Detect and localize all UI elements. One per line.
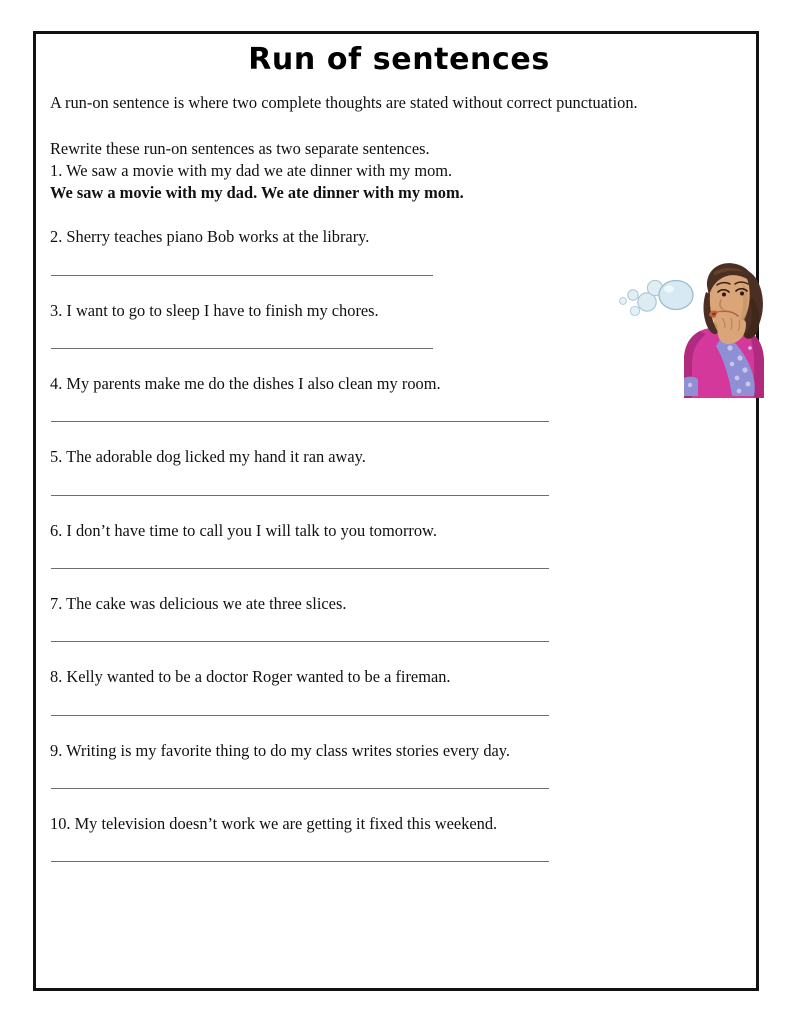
question-1-text: 1. We saw a movie with my dad we ate dinner with my mom.	[50, 160, 453, 180]
question-block-10	[50, 813, 750, 862]
page-title: Run of sentences	[248, 42, 550, 77]
answer-line-3[interactable]	[51, 348, 433, 349]
question-1-answer: We saw a movie with my dad. We ate dinner with my mom.	[50, 182, 464, 202]
question-7-text: 7. The cake was delicious we ate three slices.	[50, 593, 347, 613]
question-block-4	[50, 373, 750, 422]
answer-line-9[interactable]	[51, 788, 549, 789]
question-3-text: 3. I want to go to sleep I have to finish my chores.	[50, 300, 379, 320]
answer-line-4[interactable]	[51, 421, 549, 422]
question-9-text: 9. Writing is my favorite thing to do my class writes stories every day.	[50, 740, 511, 760]
question-10-text: 10. My television doesn’t work we are getting it fixed this weekend.	[50, 813, 498, 833]
question-6-text: 6. I don’t have time to call you I will talk to you tomorrow.	[50, 520, 437, 540]
question-block-7	[50, 593, 750, 642]
answer-line-10[interactable]	[51, 861, 549, 862]
question-block-6	[50, 520, 750, 569]
question-4-text: 4. My parents make me do the dishes I also clean my room.	[50, 373, 441, 393]
answer-line-2[interactable]	[51, 275, 433, 276]
question-block-3	[50, 300, 750, 349]
intro-definition: A run-on sentence is where two complete thoughts are stated without correct punctuation.	[50, 93, 638, 112]
question-8-text: 8. Kelly wanted to be a doctor Roger wanted to be a fireman.	[50, 667, 451, 687]
question-block-5	[50, 446, 750, 495]
worksheet-content	[50, 92, 750, 862]
worksheet-page	[33, 31, 759, 991]
answer-line-5[interactable]	[51, 495, 549, 496]
question-block-8	[50, 666, 750, 715]
question-2-text: 2. Sherry teaches piano Bob works at the library.	[50, 227, 370, 247]
answer-line-8[interactable]	[51, 715, 549, 716]
instruction-text: Rewrite these run-on sentences as two separate sentences.	[50, 139, 430, 159]
answer-line-7[interactable]	[51, 641, 549, 642]
question-5-text: 5. The adorable dog licked my hand it ran away.	[50, 447, 366, 467]
question-block-9	[50, 740, 750, 789]
question-block-2	[50, 226, 750, 275]
answer-line-6[interactable]	[51, 568, 549, 569]
